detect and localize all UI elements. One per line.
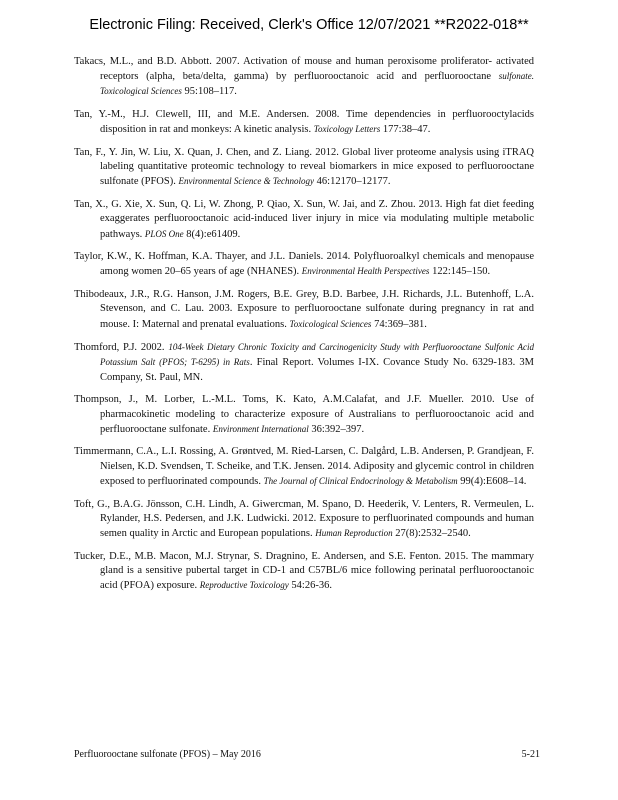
reference-thomford [74,340,534,385]
reference-tan-f [74,146,534,190]
reference-taylor [74,250,534,279]
reference-authors: Takacs, M.L., and B.D. Abbott. 2007. Activation of mouse and human peroxisome proliferator- [74,56,492,67]
reference-authors: Thompson, J., M. Lorber, L.-M.L. Toms, K. Kato, A.M.Calafat, and J.F. Mueller. 2010. Use of pharmacokinetic modeling to characterize exposure of Australians to perfluorooctanoic acid and perfluorooctane sulfonate. [74,394,534,435]
page-footer [74,749,540,760]
reference-authors: Thomford, P.J. 2002. [74,342,165,354]
footer-document-title: Perfluorooctane sulfonate (PFOS) – May 2016 [74,749,261,760]
reference-journal: sulfonate. Toxicological Sciences [100,71,534,97]
reference-takacs [74,55,534,100]
reference-journal: Environmental Science & Technology [178,176,315,187]
reference-authors: Thibodeaux, J.R., R.G. Hanson, J.M. Rogers, B.E. Grey, B.D. Barbee, J.H. Richards, J.L. Butenhoff, L.A. Stevenson, and C. Lau. 2003. Exposure to perfluorooctane sulfonate during pregnancy in rat and mouse. I: Maternal and prenatal evaluations. [74,289,534,330]
reference-authors: Timmermann, C.A., L.I. Rossing, A. Grøntved, M. Ried-Larsen, C. Dalgård, L.B. Andersen, P. Grandjean, F. Nielsen, K.D. Svendsen, T. Scheike, and T.K. Jensen. 2014. Adiposity and glycemic control in children exposed to perfluorinated compounds. [74,446,534,487]
reference-list [74,55,534,602]
filing-header: Electronic Filing: Received, Clerk's Office 12/07/2021 **R2022-018** [89,17,529,33]
reference-authors: Tucker, D.E., M.B. Macon, M.J. Strynar, S. Dragnino, E. Andersen, and S.E. Fenton. 2015. The mammary gland is a sensitive pubertal target in CD-1 and C57BL/6 mice following perinatal perfluorooctanoic acid (PFOA) exposure. [74,550,534,592]
reference-citation: 177:38–47. [382,124,431,136]
reference-timmermann [74,445,534,489]
reference-journal: Human Reproduction [315,527,393,538]
reference-toft [74,498,534,542]
reference-authors: Taylor, K.W., K. Hoffman, K.A. Thayer, and J.L. Daniels. 2014. Polyfluoroalkyl chemicals and menopause among women 20–65 years of age (NHANES). [74,251,534,278]
reference-citation: 36:392–397. [311,423,365,435]
reference-citation: 46:12170–12177. [316,176,391,188]
reference-citation: 8(4):e61409. [186,228,241,240]
reference-citation: 27(8):2532–2540. [395,527,471,539]
reference-journal: PLOS One [144,228,184,239]
reference-journal: Toxicological Sciences [289,318,372,329]
reference-citation: . Final Report. Volumes I-IX. Covance Study No. 6329-183. 3M Company, St. Paul, MN. [100,357,534,383]
reference-title: activated receptors (alpha, beta/delta, gamma) by perfluorooctanoic acid and perfluorooctane [100,56,535,83]
reference-journal: Toxicology Letters [313,124,381,135]
reference-tan-x [74,198,534,242]
reference-authors: Tan, F., Y. Jin, W. Liu, X. Quan, J. Chen, and Z. Liang. 2012. Global liver proteome analysis using iTRAQ labeling quantitative proteomic technology to reveal biomarkers in mice exposed to perfluorooctane sulfonate (PFOS). [74,147,534,188]
reference-tucker [74,550,534,594]
reference-tan-ym [74,108,534,137]
reference-journal: Environmental Health Perspectives [301,266,430,277]
reference-citation: 99(4):E608–14. [460,475,527,487]
reference-thompson [74,393,534,437]
reference-citation: 54:26-36. [291,580,332,592]
reference-authors: Tan, Y.-M., H.J. Clewell, III, and M.E. Andersen. 2008. Time dependencies in perfluorooctylacids disposition in rat and monkeys: A kinetic analysis. [74,109,534,136]
reference-authors: Toft, G., B.A.G. Jönsson, C.H. Lindh, A. Giwercman, M. Spano, D. Heederik, V. Lenters, R. Vermeulen, L. Rylander, H.S. Pedersen, and J.K. Ludwicki. 2012. Exposure to perfluorinated compounds and human semen quality in Arctic and European populations. [74,498,534,539]
reference-citation: 122:145–150. [432,266,491,278]
reference-journal: Environment International [212,423,309,434]
reference-journal: Reproductive Toxicology [199,580,289,591]
reference-citation: 95:108–117. [184,86,237,98]
reference-thibodeaux [74,288,534,332]
reference-citation: 74:369–381. [374,318,427,330]
reference-journal: The Journal of Clinical Endocrinology & Metabolism [263,475,458,486]
reference-authors: Tan, X., G. Xie, X. Sun, Q. Li, W. Zhong, P. Qiao, X. Sun, W. Jai, and Z. Zhou. 2013. High fat diet feeding exaggerates perfluorooctanoic acid-induced liver injury in mice via modulating multiple metabolic pathways. [74,199,534,240]
reference-title: 104-Week Dietary Chronic Toxicity and Carcinogenicity Study with Perfluorooctane Sulfonic Acid Potassium Salt (PFOS; T-6295) in Rats [100,342,535,368]
page-number: 5-21 [521,749,540,760]
